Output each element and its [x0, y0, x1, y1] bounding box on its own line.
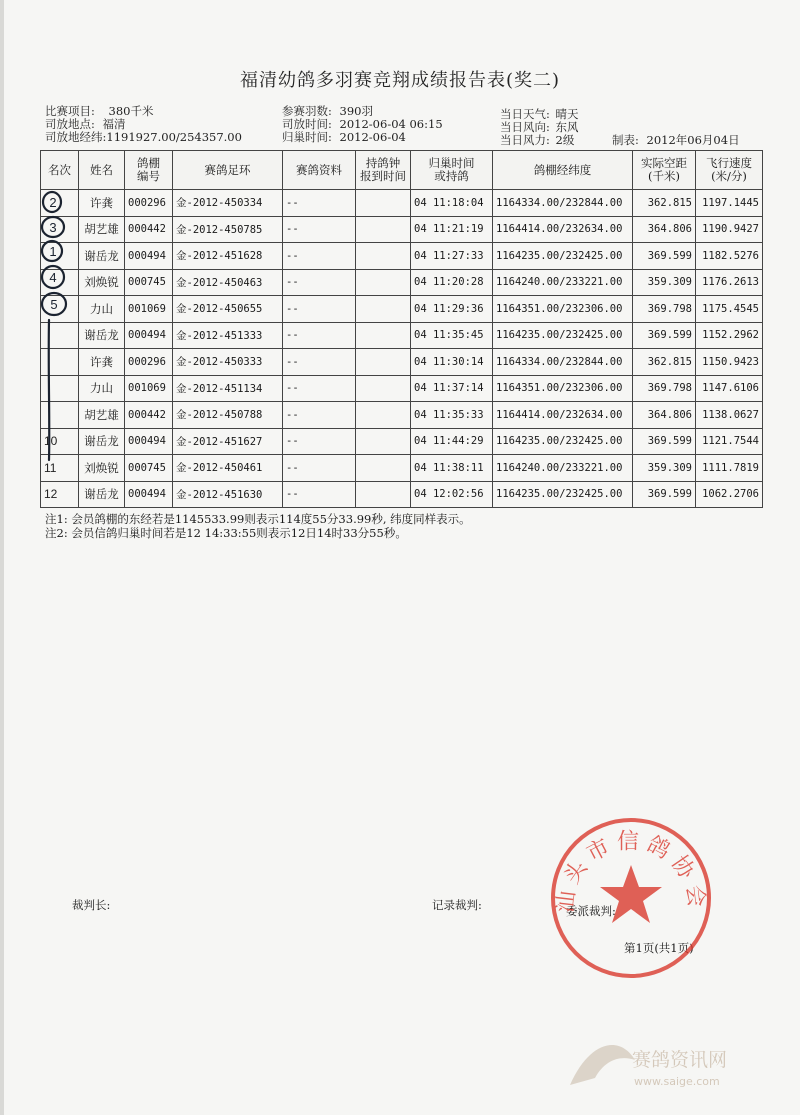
cell-arrival: 04 11:35:33 [411, 402, 493, 429]
cell-info: -- [283, 455, 356, 482]
cell-ring: 金-2012-451630 [173, 481, 283, 508]
table-row [41, 216, 763, 243]
weather-value: 晴天 [555, 107, 579, 121]
cell-arrival: 04 12:02:56 [411, 481, 493, 508]
handwritten-rank: 3 [49, 220, 57, 235]
handwritten-rank: 4 [49, 270, 57, 285]
cell-info: -- [283, 243, 356, 270]
cell-ring: 金-2012-450788 [173, 402, 283, 429]
cell-distance: 369.599 [633, 481, 696, 508]
cell-distance: 362.815 [633, 349, 696, 376]
race-item-value: 380千米 [108, 104, 154, 118]
cell-ring: 金-2012-451134 [173, 375, 283, 402]
column-header: 名次 [41, 151, 79, 190]
table-header-row [41, 151, 763, 190]
cell-info: -- [283, 296, 356, 323]
cell-name: 胡艺雄 [79, 216, 125, 243]
results-table [40, 150, 763, 508]
cell-loft: 000494 [125, 322, 173, 349]
column-header: 实际空距 (千米) [633, 151, 696, 190]
page-number: 第1页(共1页) [624, 941, 694, 955]
cell-name: 胡艺雄 [79, 402, 125, 429]
cell-info: -- [283, 322, 356, 349]
table-row [41, 428, 763, 455]
cell-clock [356, 190, 411, 217]
cell-loft: 001069 [125, 296, 173, 323]
handwritten-rank-marks [38, 180, 78, 500]
table-row [41, 349, 763, 376]
table-body [41, 190, 763, 508]
release-place-label: 司放地点: [45, 117, 95, 131]
pen-vertical-stroke [49, 320, 50, 460]
cell-loft: 000442 [125, 216, 173, 243]
cell-speed: 1190.9427 [696, 216, 763, 243]
cell-speed: 1182.5276 [696, 243, 763, 270]
cell-coords: 1164351.00/232306.00 [493, 375, 633, 402]
column-header: 鸽棚 编号 [125, 151, 173, 190]
cell-coords: 1164240.00/233221.00 [493, 269, 633, 296]
cell-clock [356, 349, 411, 376]
cell-clock [356, 402, 411, 429]
cell-ring: 金-2012-450461 [173, 455, 283, 482]
cell-loft: 001069 [125, 375, 173, 402]
cell-coords: 1164334.00/232844.00 [493, 349, 633, 376]
watermark-url: www.saige.com [634, 1075, 720, 1088]
feathers-value: 390羽 [339, 104, 373, 118]
seal-star [600, 865, 662, 923]
handwritten-rank: 5 [50, 297, 58, 312]
weather-label: 当日天气: [500, 107, 550, 121]
cell-arrival: 04 11:38:11 [411, 455, 493, 482]
cell-clock [356, 216, 411, 243]
column-header: 赛鸽足环 [173, 151, 283, 190]
pigeon-icon [570, 1045, 635, 1085]
table-row [41, 455, 763, 482]
cell-arrival: 04 11:37:14 [411, 375, 493, 402]
wind-direction-value: 东风 [555, 120, 579, 134]
cell-arrival: 04 11:29:36 [411, 296, 493, 323]
cell-clock [356, 243, 411, 270]
cell-name: 刘焕锐 [79, 455, 125, 482]
cell-distance: 369.798 [633, 375, 696, 402]
cell-loft: 000296 [125, 349, 173, 376]
seal-text: 汕头市信鸽协会 [552, 829, 710, 915]
handwritten-rank: 2 [49, 195, 57, 210]
release-time-label: 司放时间: [282, 117, 332, 131]
column-header: 飞行速度 (米/分) [696, 151, 763, 190]
cell-rank: 12 [41, 481, 79, 508]
return-time-label: 归巢时间: [282, 130, 332, 144]
table-row [41, 375, 763, 402]
cell-rank: 10 [41, 428, 79, 455]
cell-name: 许龚 [79, 349, 125, 376]
cell-distance: 369.599 [633, 428, 696, 455]
cell-speed: 1152.2962 [696, 322, 763, 349]
cell-arrival: 04 11:18:04 [411, 190, 493, 217]
made-date-value: 2012年06月04日 [646, 133, 740, 147]
table-row [41, 190, 763, 217]
cell-speed: 1175.4545 [696, 296, 763, 323]
cell-arrival: 04 11:35:45 [411, 322, 493, 349]
record-referee-sign: 记录裁判: [432, 898, 482, 912]
cell-info: -- [283, 216, 356, 243]
release-coords-value: 1191927.00/254357.00 [106, 130, 242, 144]
cell-distance: 364.806 [633, 216, 696, 243]
watermark-name: 赛鸽资讯网 [632, 1049, 728, 1071]
cell-coords: 1164334.00/232844.00 [493, 190, 633, 217]
column-header: 姓名 [79, 151, 125, 190]
cell-info: -- [283, 375, 356, 402]
cell-ring: 金-2012-451628 [173, 243, 283, 270]
cell-coords: 1164235.00/232425.00 [493, 428, 633, 455]
made-label: 制表: [612, 133, 639, 147]
cell-clock [356, 455, 411, 482]
cell-arrival: 04 11:27:33 [411, 243, 493, 270]
return-time-value: 2012-06-04 [339, 130, 406, 144]
cell-info: -- [283, 402, 356, 429]
cell-info: -- [283, 349, 356, 376]
cell-distance: 369.798 [633, 296, 696, 323]
wind-force-label: 当日风力: [500, 133, 550, 147]
cell-loft: 000296 [125, 190, 173, 217]
cell-arrival: 04 11:20:28 [411, 269, 493, 296]
cell-ring: 金-2012-450463 [173, 269, 283, 296]
cell-rank: 11 [41, 455, 79, 482]
cell-speed: 1197.1445 [696, 190, 763, 217]
table-row [41, 402, 763, 429]
cell-ring: 金-2012-451333 [173, 322, 283, 349]
notes [45, 512, 471, 540]
column-header: 鸽棚经纬度 [493, 151, 633, 190]
cell-loft: 000745 [125, 269, 173, 296]
cell-speed: 1121.7544 [696, 428, 763, 455]
cell-distance: 369.599 [633, 243, 696, 270]
cell-name: 力山 [79, 375, 125, 402]
table-row [41, 322, 763, 349]
cell-coords: 1164351.00/232306.00 [493, 296, 633, 323]
cell-ring: 金-2012-451627 [173, 428, 283, 455]
table-row [41, 481, 763, 508]
cell-speed: 1176.2613 [696, 269, 763, 296]
cell-clock [356, 428, 411, 455]
cell-speed: 1138.0627 [696, 402, 763, 429]
cell-ring: 金-2012-450785 [173, 216, 283, 243]
cell-name: 谢岳龙 [79, 243, 125, 270]
table-row [41, 296, 763, 323]
cell-name: 刘焕锐 [79, 269, 125, 296]
release-coords-label: 司放地经纬: [45, 130, 107, 144]
cell-distance: 369.599 [633, 322, 696, 349]
cell-name: 许龚 [79, 190, 125, 217]
note-2: 注2: 会员信鸽归巢时间若是12 14:33:55则表示12日14时33分55秒。 [45, 526, 407, 540]
column-header: 归巢时间 或持鸽 [411, 151, 493, 190]
cell-info: -- [283, 481, 356, 508]
column-header: 赛鸽资料 [283, 151, 356, 190]
made-date [612, 132, 740, 148]
cell-distance: 362.815 [633, 190, 696, 217]
return-time [282, 129, 406, 145]
cell-name: 谢岳龙 [79, 481, 125, 508]
cell-name: 谢岳龙 [79, 322, 125, 349]
cell-info: -- [283, 190, 356, 217]
cell-loft: 000494 [125, 243, 173, 270]
cell-distance: 364.806 [633, 402, 696, 429]
cell-ring: 金-2012-450333 [173, 349, 283, 376]
dispatch-referee-sign: 委派裁判: [566, 904, 616, 918]
cell-speed: 1111.7819 [696, 455, 763, 482]
cell-loft: 000442 [125, 402, 173, 429]
column-header: 持鸽钟 报到时间 [356, 151, 411, 190]
cell-arrival: 04 11:44:29 [411, 428, 493, 455]
cell-clock [356, 296, 411, 323]
cell-clock [356, 269, 411, 296]
cell-clock [356, 375, 411, 402]
cell-clock [356, 481, 411, 508]
wind-force-value: 2级 [555, 133, 575, 147]
cell-speed: 1150.9423 [696, 349, 763, 376]
release-coords [45, 129, 242, 145]
release-time-value: 2012-06-04 06:15 [339, 117, 443, 131]
table-row [41, 269, 763, 296]
cell-coords: 1164235.00/232425.00 [493, 322, 633, 349]
cell-distance: 359.309 [633, 269, 696, 296]
cell-clock [356, 322, 411, 349]
page-title: 福清幼鸽多羽赛竞翔成绩报告表(奖二) [239, 70, 561, 91]
cell-arrival: 04 11:21:19 [411, 216, 493, 243]
cell-ring: 金-2012-450655 [173, 296, 283, 323]
cell-loft: 000494 [125, 428, 173, 455]
cell-distance: 359.309 [633, 455, 696, 482]
cell-name: 谢岳龙 [79, 428, 125, 455]
table-row [41, 243, 763, 270]
cell-loft: 000494 [125, 481, 173, 508]
release-place-value: 福清 [102, 117, 126, 131]
chief-referee-sign: 裁判长: [72, 898, 111, 912]
cell-coords: 1164240.00/233221.00 [493, 455, 633, 482]
cell-ring: 金-2012-450334 [173, 190, 283, 217]
note-1: 注1: 会员鸽棚的东经若是1145533.99则表示114度55分33.99秒, 纬度同样表示。 [45, 512, 471, 526]
cell-speed: 1147.6106 [696, 375, 763, 402]
wind-force [500, 132, 574, 148]
cell-loft: 000745 [125, 455, 173, 482]
cell-info: -- [283, 428, 356, 455]
cell-coords: 1164235.00/232425.00 [493, 243, 633, 270]
watermark-logo [560, 1030, 770, 1100]
handwritten-rank: 1 [49, 244, 57, 259]
cell-coords: 1164235.00/232425.00 [493, 481, 633, 508]
cell-speed: 1062.2706 [696, 481, 763, 508]
race-item-label: 比赛项目: [45, 104, 95, 118]
paper-edge [0, 0, 4, 1115]
wind-direction-label: 当日风向: [500, 120, 550, 134]
cell-arrival: 04 11:30:14 [411, 349, 493, 376]
cell-info: -- [283, 269, 356, 296]
cell-coords: 1164414.00/232634.00 [493, 216, 633, 243]
cell-coords: 1164414.00/232634.00 [493, 402, 633, 429]
official-seal-icon [548, 815, 714, 981]
feathers-label: 参赛羽数: [282, 104, 332, 118]
cell-name: 力山 [79, 296, 125, 323]
